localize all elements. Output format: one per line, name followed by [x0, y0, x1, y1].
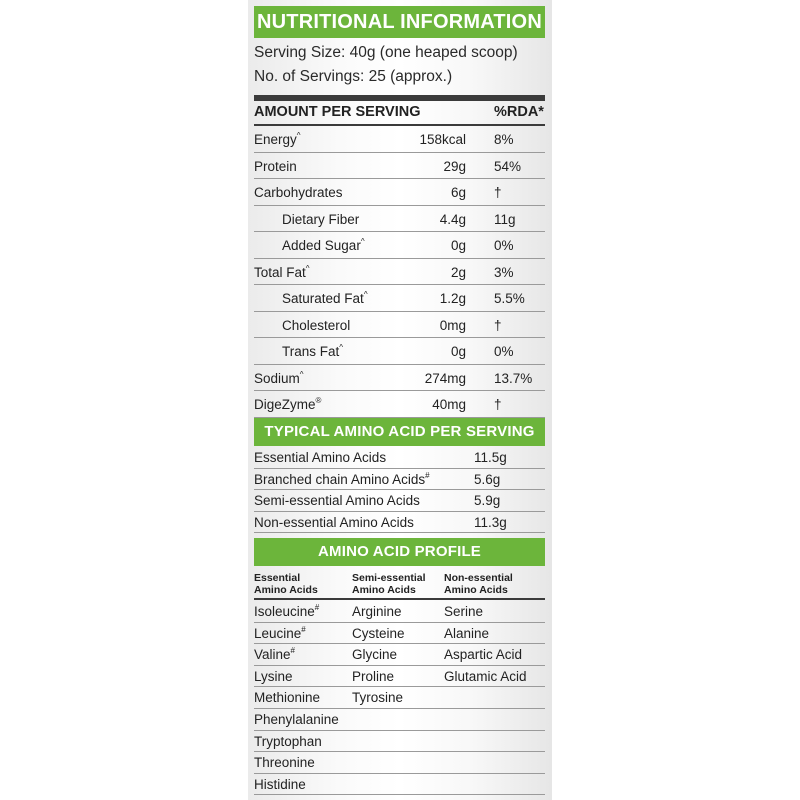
- nutrient-amount: 0g: [450, 238, 466, 253]
- essential-acid-name: Isoleucine: [254, 604, 315, 619]
- nutrient-label: [254, 185, 343, 200]
- amino-row: [254, 490, 545, 512]
- amino-profile-header: [254, 568, 545, 600]
- nutrient-name: Trans Fat: [282, 344, 340, 359]
- amino-amount: 5.6g: [474, 471, 501, 487]
- essential-acid-name: Methionine: [254, 690, 321, 706]
- nutrient-rda: 0%: [494, 344, 514, 359]
- amino-amount: 11.3g: [474, 514, 507, 530]
- nutrition-label-panel: [248, 0, 552, 800]
- essential-acid: [254, 669, 293, 684]
- essential-acid-mark: #: [301, 624, 306, 634]
- nutrient-rda: 13.7%: [494, 370, 533, 386]
- profile-row: [254, 774, 545, 796]
- essential-acid: [254, 604, 319, 619]
- nutrient-amount: 0mg: [439, 317, 466, 333]
- profile-row: [254, 644, 545, 666]
- semi-essential-header: Semi-essential Amino Acids: [352, 572, 426, 596]
- nutrition-row: [254, 179, 545, 206]
- essential-acid-name: Leucine: [254, 625, 302, 641]
- amino-mark: #: [425, 470, 430, 480]
- profile-row: [254, 623, 545, 645]
- nutrient-label: [282, 291, 368, 306]
- nutrient-mark: ^: [305, 263, 310, 273]
- essential-acid-name: Lysine: [254, 668, 293, 684]
- semi-essential-acid: Tyrosine: [352, 690, 404, 706]
- nutrition-row: [254, 206, 545, 233]
- nutrient-name: Carbohydrates: [254, 185, 343, 200]
- profile-row: [254, 666, 545, 688]
- amino-row: [254, 512, 545, 534]
- essential-acid-mark: #: [314, 603, 320, 612]
- essential-acid-mark: #: [290, 646, 295, 656]
- nutrient-mark: ^: [339, 343, 344, 352]
- nutrition-row: [254, 312, 545, 339]
- nutrition-row: [254, 153, 545, 180]
- amino-label: [254, 515, 414, 530]
- nutrient-rda: †: [494, 397, 502, 412]
- non-essential-header: Non-essential Amino Acids: [444, 572, 513, 596]
- nutrient-label: [282, 344, 343, 359]
- essential-acid-name: Threonine: [254, 755, 315, 771]
- nutrient-label: [254, 371, 304, 386]
- semi-essential-acid: Cysteine: [352, 625, 405, 641]
- nutrient-amount: 6g: [450, 185, 466, 200]
- essential-acid-name: Valine: [254, 647, 291, 663]
- nutrition-row: [254, 285, 545, 312]
- essential-acid: [254, 626, 306, 641]
- nutrient-name: Sodium: [254, 370, 300, 386]
- nutrient-rda: 8%: [494, 132, 514, 147]
- nutrient-rda: 54%: [494, 158, 522, 174]
- nutrient-label: [254, 397, 321, 412]
- nutrition-row: [254, 365, 545, 392]
- essential-acid-name: Tryptophan: [254, 733, 322, 749]
- nutrition-row: [254, 232, 545, 259]
- nutrient-rda: †: [494, 185, 502, 200]
- profile-row: [254, 752, 545, 774]
- non-essential-acid: Aspartic Acid: [444, 647, 523, 663]
- non-essential-acid: Serine: [444, 604, 484, 619]
- nutrient-mark: ®: [315, 396, 322, 405]
- amino-profile-banner: AMINO ACID PROFILE: [254, 538, 545, 566]
- amino-label: [254, 472, 430, 487]
- nutrient-name: Energy: [254, 132, 297, 147]
- amount-per-serving-header: AMOUNT PER SERVING: [254, 104, 421, 120]
- nutrient-mark: ^: [360, 237, 365, 246]
- essential-acid: [254, 690, 320, 705]
- amino-per-serving-banner: TYPICAL AMINO ACID PER SERVING: [254, 418, 545, 446]
- amino-label: [254, 493, 420, 508]
- essential-acid-name: Phenylalanine: [254, 712, 339, 727]
- nutrient-amount: 40mg: [432, 397, 466, 412]
- amino-name: Non-essential Amino Acids: [254, 514, 414, 530]
- profile-row: [254, 731, 545, 753]
- nutrient-label: [254, 132, 301, 147]
- amino-label: [254, 450, 386, 465]
- heavy-divider: [254, 95, 545, 101]
- nutrient-rda: 0%: [494, 238, 514, 253]
- nutrient-rda: 3%: [494, 264, 514, 280]
- rda-header: %RDA*: [494, 104, 544, 120]
- amino-name: Branched chain Amino Acids: [254, 471, 426, 487]
- nutrient-label: [254, 265, 310, 280]
- amino-row: [254, 469, 545, 491]
- semi-essential-acid: Arginine: [352, 604, 402, 619]
- nutrient-rda: 5.5%: [494, 291, 525, 306]
- nutrient-name: Total Fat: [254, 264, 306, 280]
- nutrient-amount: 2g: [450, 264, 466, 280]
- non-essential-acid: Alanine: [444, 625, 490, 641]
- nutrition-header: [254, 102, 545, 124]
- nutrient-name: Dietary Fiber: [282, 211, 360, 227]
- essential-acid: [254, 734, 322, 749]
- nutrient-label: [282, 238, 365, 253]
- profile-row: [254, 601, 545, 623]
- essential-acid: [254, 755, 315, 770]
- essential-acid-name: Histidine: [254, 776, 306, 792]
- servings-count-text: No. of Servings: 25 (approx.): [254, 68, 453, 85]
- profile-row: [254, 709, 545, 731]
- amino-amount: 11.5g: [474, 450, 507, 465]
- nutrient-amount: 1.2g: [439, 291, 466, 306]
- nutrition-row: [254, 126, 545, 153]
- nutrient-label: [254, 159, 297, 174]
- nutrition-row: [254, 259, 545, 286]
- nutrient-amount: 0g: [450, 344, 466, 359]
- amino-name: Essential Amino Acids: [254, 450, 387, 465]
- semi-essential-acid: Glycine: [352, 647, 398, 663]
- essential-header: Essential Amino Acids: [254, 572, 318, 596]
- serving-size-text: Serving Size: 40g (one heaped scoop): [254, 44, 518, 61]
- nutrient-label: [282, 212, 359, 227]
- nutrient-mark: ^: [296, 131, 301, 140]
- nutrient-rda: 11g: [494, 211, 516, 227]
- title-banner: NUTRITIONAL INFORMATION: [254, 6, 545, 38]
- essential-acid: [254, 777, 306, 792]
- nutrient-amount: 4.4g: [439, 211, 466, 227]
- nutrient-name: Protein: [254, 158, 297, 174]
- nutrient-mark: ^: [299, 369, 304, 379]
- nutrient-amount: 158kcal: [419, 132, 466, 147]
- nutrient-rda: †: [494, 317, 502, 333]
- nutrient-amount: 29g: [443, 158, 466, 174]
- nutrition-row: [254, 338, 545, 365]
- essential-acid: [254, 712, 339, 727]
- non-essential-acid: Glutamic Acid: [444, 668, 527, 684]
- nutrient-name: Added Sugar: [282, 238, 361, 253]
- amino-amount: 5.9g: [474, 493, 501, 508]
- nutrient-label: [282, 318, 350, 333]
- nutrient-name: Saturated Fat: [282, 291, 364, 306]
- nutrition-row: [254, 391, 545, 418]
- semi-essential-acid: Proline: [352, 668, 395, 684]
- nutrient-name: DigeZyme: [254, 397, 316, 412]
- amino-name: Semi-essential Amino Acids: [254, 493, 420, 508]
- nutrient-amount: 274mg: [424, 370, 466, 386]
- nutrient-mark: ^: [363, 290, 368, 299]
- profile-row: [254, 687, 545, 709]
- amino-row: [254, 447, 545, 469]
- nutrient-name: Cholesterol: [282, 317, 351, 333]
- essential-acid: [254, 647, 295, 662]
